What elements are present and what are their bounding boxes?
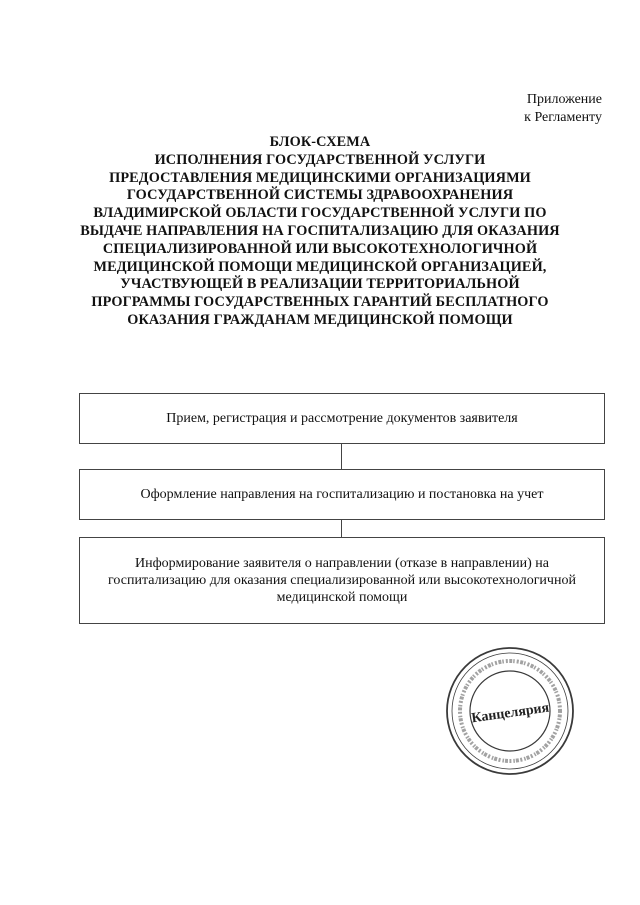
flow-connector-2 — [341, 520, 342, 537]
flow-step-2-text: Оформление направления на госпитализацию и постановка на учет — [140, 487, 544, 502]
appendix-line-2: к Регламенту — [524, 110, 602, 125]
title-line: УЧАСТВУЮЩЕЙ В РЕАЛИЗАЦИИ ТЕРРИТОРИАЛЬНОЙ — [120, 276, 520, 293]
office-stamp-seal — [444, 645, 576, 777]
title-line: СПЕЦИАЛИЗИРОВАННОЙ ИЛИ ВЫСОКОТЕХНОЛОГИЧНОЙ — [102, 240, 538, 257]
title-line: МЕДИЦИНСКОЙ ПОМОЩИ МЕДИЦИНСКОЙ ОРГАНИЗАЦИЕЙ, — [93, 258, 547, 275]
appendix-line-1: Приложение — [526, 92, 602, 107]
title-line: ПРОГРАММЫ ГОСУДАРСТВЕННЫХ ГАРАНТИЙ БЕСПЛАТНОГО — [91, 294, 549, 311]
title-line: ПРЕДОСТАВЛЕНИЯ МЕДИЦИНСКИМИ ОРГАНИЗАЦИЯМИ — [109, 169, 531, 186]
title-line: БЛОК-СХЕМА — [269, 134, 371, 150]
document-title — [60, 134, 580, 330]
flow-step-1-text: Прием, регистрация и рассмотрение документов заявителя — [166, 411, 518, 426]
flow-step-1-box — [79, 393, 605, 444]
title-line: ВЫДАЧЕ НАПРАВЛЕНИЯ НА ГОСПИТАЛИЗАЦИЮ ДЛЯ ОКАЗАНИЯ — [80, 222, 560, 239]
flow-step-3-line: Информирование заявителя о направлении (отказе в направлении) на — [135, 556, 549, 571]
title-line: ОКАЗАНИЯ ГРАЖДАНАМ МЕДИЦИНСКОЙ ПОМОЩИ — [127, 311, 513, 328]
flow-connector-1 — [341, 444, 342, 469]
title-line: ИСПОЛНЕНИЯ ГОСУДАРСТВЕННОЙ УСЛУГИ — [154, 151, 486, 168]
flow-step-3-box — [79, 537, 605, 624]
title-line: ГОСУДАРСТВЕННОЙ СИСТЕМЫ ЗДРАВООХРАНЕНИЯ — [126, 187, 514, 204]
appendix-note — [524, 91, 602, 127]
stamp-center-text: Канцелярия — [470, 700, 551, 727]
flow-step-3-line: госпитализацию для оказания специализированной или высокотехнологичной — [108, 573, 576, 588]
flow-step-3-line: медицинской помощи — [276, 590, 408, 605]
title-line: ВЛАДИМИРСКОЙ ОБЛАСТИ ГОСУДАРСТВЕННОЙ УСЛУГИ ПО — [93, 205, 547, 222]
flow-step-2-box — [79, 469, 605, 520]
